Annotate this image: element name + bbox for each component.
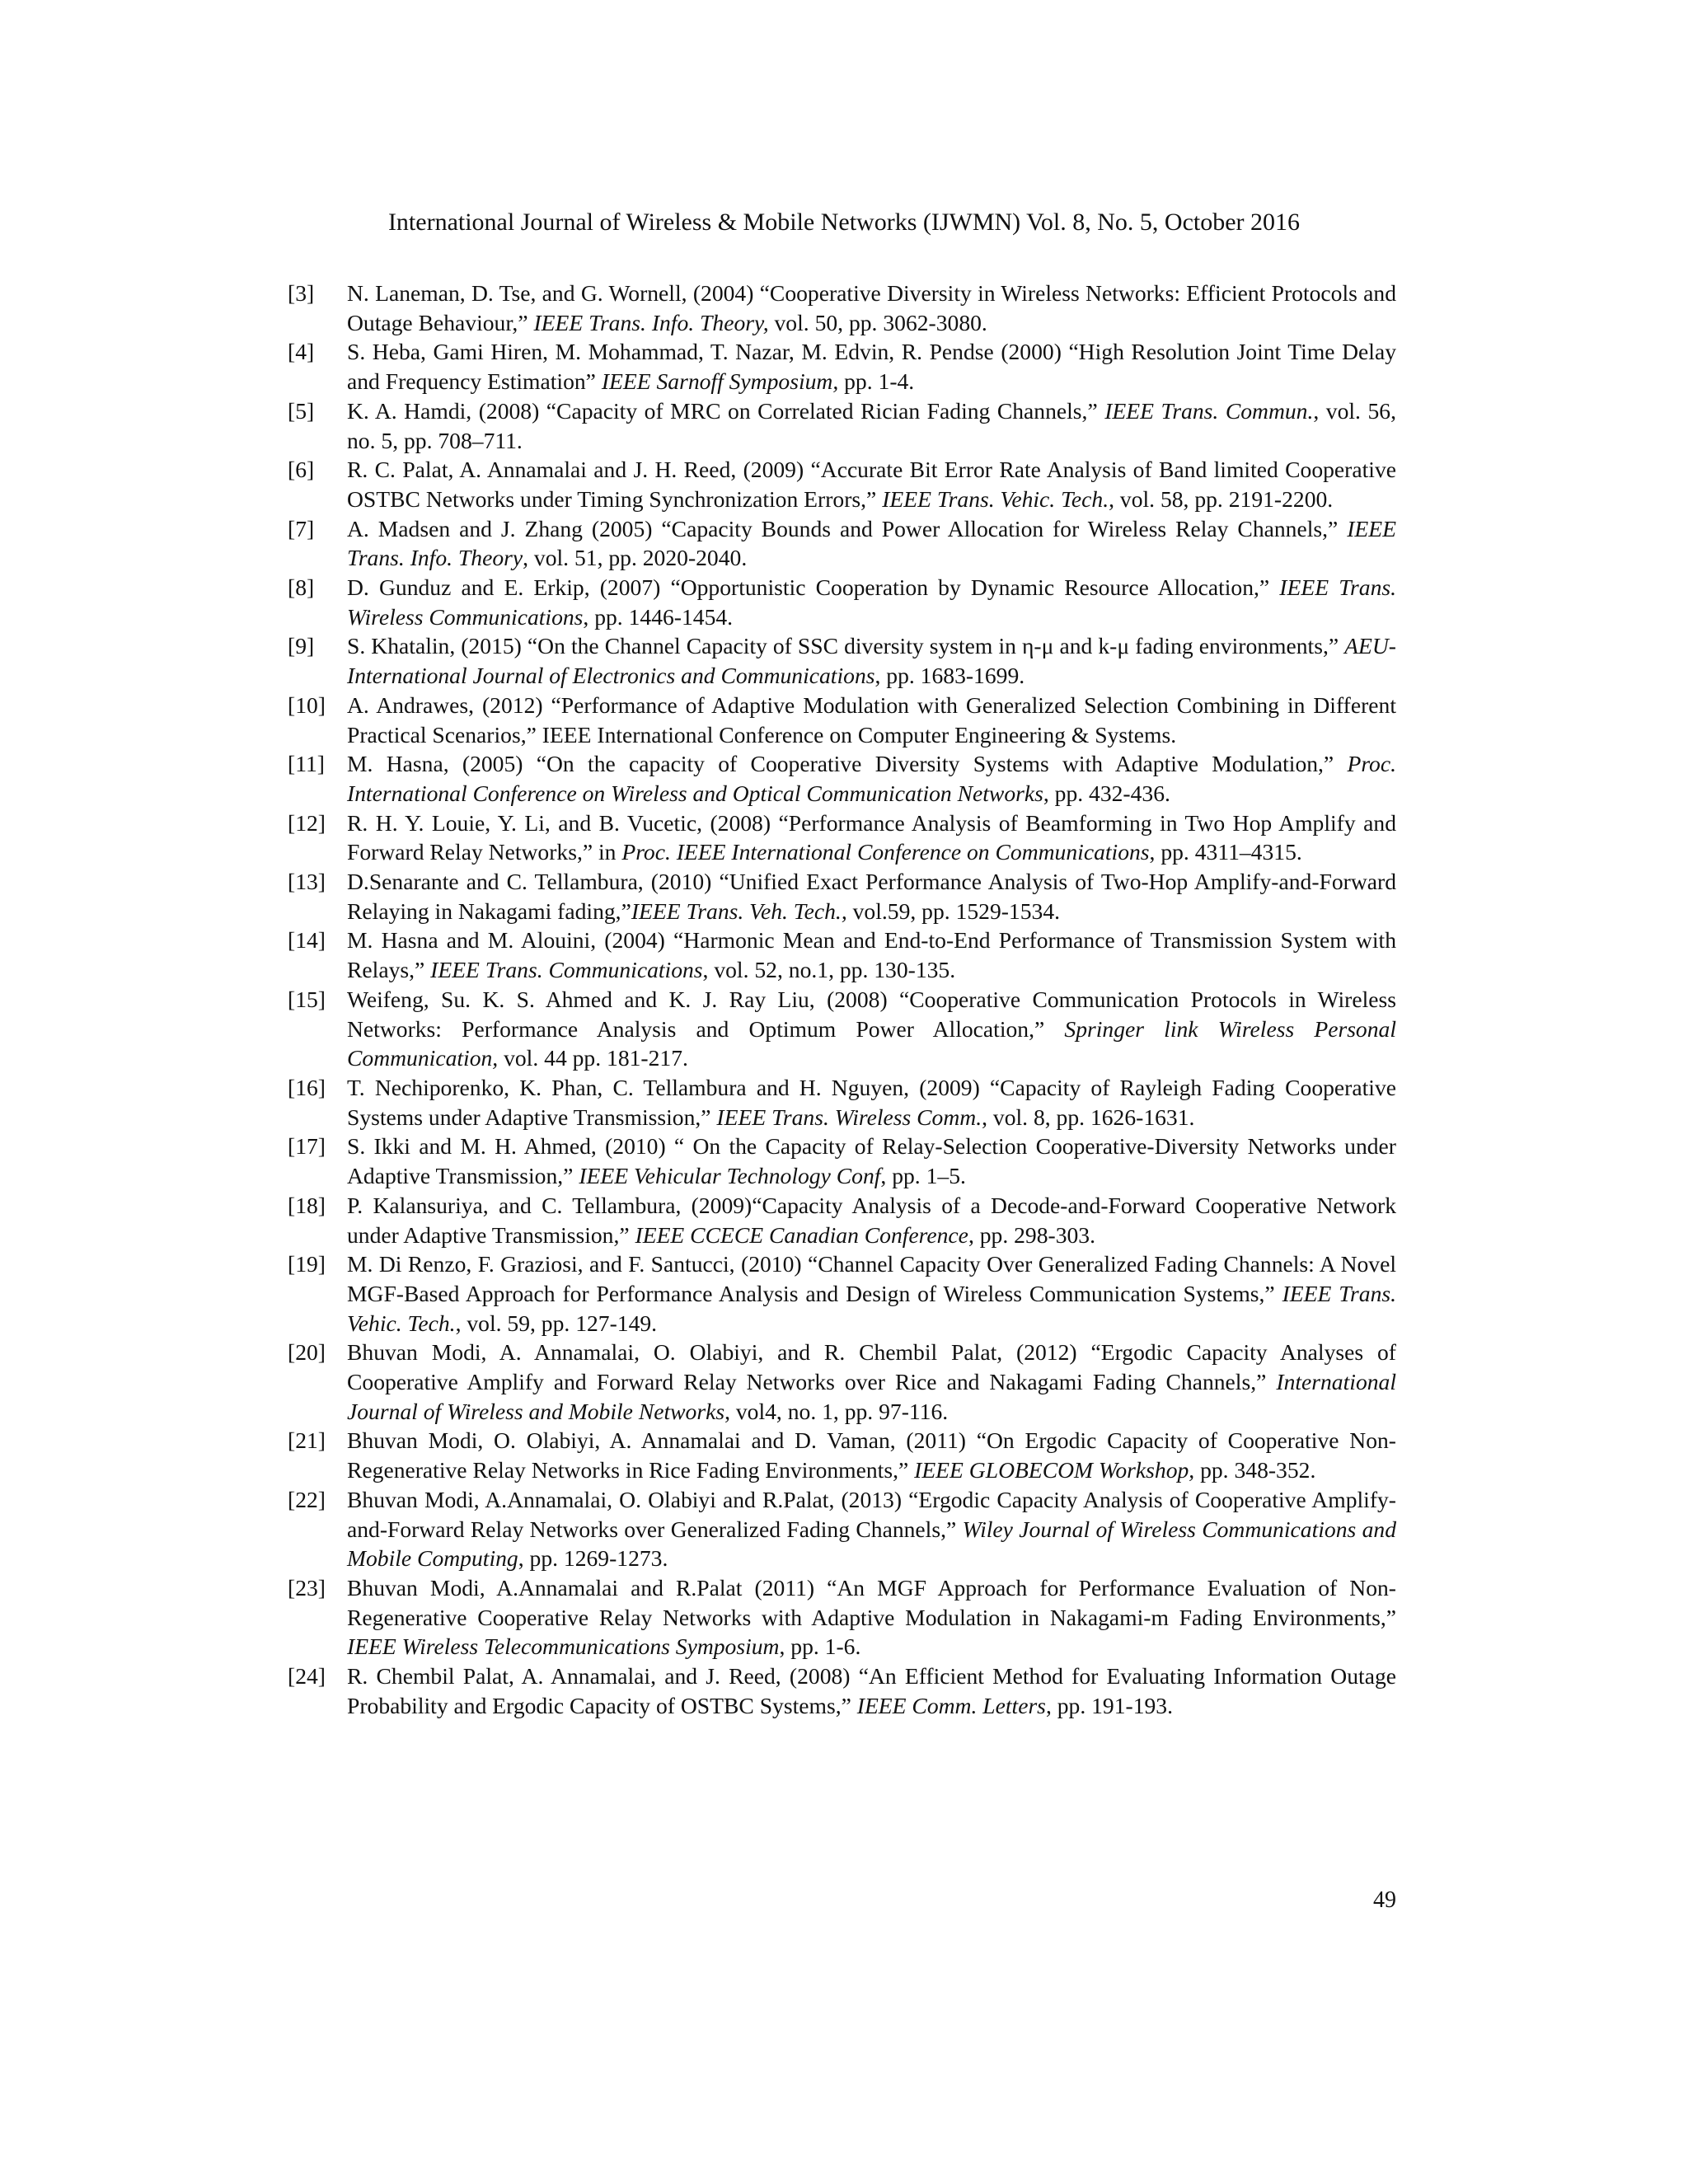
reference-segment: , pp. 1–5. — [880, 1163, 966, 1189]
reference-number: [6] — [288, 457, 315, 483]
reference-segment: pp. 1-4. — [838, 368, 915, 395]
reference-text — [347, 1133, 1396, 1188]
reference-text — [347, 339, 1396, 394]
reference-text — [347, 1193, 1396, 1248]
reference-venue: AEU-International Journal of Electronics and Communications — [347, 633, 1396, 689]
reference-segment: , pp. 1269-1273. — [518, 1545, 668, 1572]
reference-venue: IEEE Trans. Veh. Tech., — [631, 898, 847, 924]
reference-item — [288, 1073, 1396, 1132]
reference-segment: , pp. 4311–4315. — [1149, 839, 1302, 865]
reference-venue: Wiley Journal of Wireless Communications and Mobile Computing — [347, 1516, 1396, 1572]
reference-segment: Bhuvan Modi, O. Olabiyi, A. Annamalai and D. Vaman, (2011) “On Ergodic Capacity of Cooperative Non-Regenerative Relay Networks in Rice Fading Environments,” — [347, 1427, 1396, 1483]
reference-number: [13] — [288, 869, 326, 895]
reference-segment: vol. 44 pp. 181-217. — [498, 1045, 688, 1071]
reference-segment: A. Madsen and J. Zhang (2005) “Capacity Bounds and Power Allocation for Wireless Relay Channels,” — [347, 515, 1348, 541]
reference-venue: IEEE Wireless Telecommunications Symposium — [347, 1633, 780, 1660]
reference-number: [23] — [288, 1574, 326, 1601]
reference-item — [288, 749, 1396, 808]
reference-venue: IEEE Trans. Vehic. Tech. — [882, 485, 1109, 512]
reference-number: [8] — [288, 574, 315, 601]
reference-number: [14] — [288, 927, 326, 954]
reference-text — [347, 398, 1396, 453]
reference-text — [347, 692, 1396, 748]
reference-segment: D. Gunduz and E. Erkip, (2007) “Opportunistic Cooperation by Dynamic Resource Allocation,” — [347, 574, 1280, 601]
reference-number: [15] — [288, 986, 326, 1012]
reference-segment: T. Nechiporenko, K. Phan, C. Tellambura and H. Nguyen, (2009) “Capacity of Rayleigh Fading Cooperative Systems under Adaptive Transmission,” — [347, 1074, 1396, 1130]
reference-number: [5] — [288, 397, 315, 424]
reference-segment: R. H. Y. Louie, Y. Li, and B. Vucetic, (2008) “Performance Analysis of Beamforming in Two Hop Amplify and Forward Relay Networks,” in — [347, 809, 1396, 865]
reference-segment: , vol. 52, no.1, pp. 130-135. — [702, 957, 956, 983]
reference-segment: , vol. 51, pp. 2020-2040. — [523, 545, 748, 571]
reference-segment: D.Senarante and C. Tellambura, (2010) “Unified Exact Performance Analysis of Two-Hop Amplify-and-Forward Relaying in Nakagami fading,” — [347, 869, 1396, 924]
reference-venue: IEEE Trans. Wireless Comm. — [716, 1104, 982, 1130]
reference-item — [288, 985, 1396, 1073]
reference-text — [347, 1427, 1396, 1483]
reference-venue: IEEE GLOBECOM Workshop, — [914, 1457, 1195, 1483]
reference-segment: vol. 50, pp. 3062-3080. — [768, 309, 987, 335]
reference-item — [288, 631, 1396, 690]
reference-item — [288, 1132, 1396, 1190]
reference-item — [288, 808, 1396, 867]
reference-segment: , pp. 1-6. — [779, 1633, 861, 1660]
reference-venue: IEEE CCECE Canadian Conference — [635, 1221, 968, 1248]
reference-segment: K. A. Hamdi, (2008) “Capacity of MRC on Correlated Rician Fading Channels,” — [347, 397, 1105, 424]
reference-text — [347, 574, 1396, 630]
reference-venue: IEEE Sarnoff Symposium, — [601, 368, 839, 395]
reference-number: [7] — [288, 515, 315, 541]
reference-item — [288, 455, 1396, 513]
reference-text — [347, 1487, 1396, 1571]
reference-venue: International Journal of Wireless and Mobile Networks — [347, 1369, 1396, 1424]
reference-text — [347, 1339, 1396, 1423]
reference-segment: A. Andrawes, (2012) “Performance of Adaptive Modulation with Generalized Selection Combining in Different Practical Scenarios,” IEEE International Conference on Computer Engineering & Systems. — [347, 691, 1396, 748]
reference-item — [288, 1249, 1396, 1338]
reference-item — [288, 573, 1396, 631]
reference-segment: , vol. 8, pp. 1626-1631. — [982, 1104, 1195, 1130]
reference-number: [18] — [288, 1192, 326, 1218]
reference-segment: Bhuvan Modi, A. Annamalai, O. Olabiyi, and R. Chembil Palat, (2012) “Ergodic Capacity Analyses of Cooperative Amplify and Forward Relay Networks over Rice and Nakagami Fading Channels,” — [347, 1339, 1396, 1395]
reference-text — [347, 280, 1396, 335]
reference-text — [347, 457, 1396, 512]
reference-item — [288, 1485, 1396, 1573]
reference-list — [288, 279, 1396, 1720]
reference-text — [347, 987, 1396, 1071]
page-number: 49 — [1373, 1887, 1396, 1913]
reference-number: [12] — [288, 809, 326, 836]
reference-segment: M. Hasna, (2005) “On the capacity of Cooperative Diversity Systems with Adaptive Modulation,” — [347, 751, 1348, 777]
reference-number: [4] — [288, 339, 315, 365]
reference-text — [347, 633, 1396, 688]
reference-item — [288, 279, 1396, 337]
reference-venue: IEEE Trans. Communications — [430, 957, 703, 983]
reference-segment: , vol. 58, pp. 2191-2200. — [1109, 485, 1334, 512]
reference-segment: R. C. Palat, A. Annamalai and J. H. Reed, (2009) “Accurate Bit Error Rate Analysis of Band limited Cooperative OSTBC Networks under Timing Synchronization Errors,” — [347, 457, 1396, 512]
reference-text — [347, 1663, 1396, 1718]
reference-text — [347, 1075, 1396, 1130]
reference-segment: S. Khatalin, (2015) “On the Channel Capacity of SSC diversity system in η-μ and k-μ fading environments,” — [347, 633, 1345, 659]
reference-number: [16] — [288, 1074, 326, 1100]
reference-segment: , pp. 298-303. — [968, 1221, 1095, 1248]
reference-number: [19] — [288, 1251, 326, 1277]
reference-text — [347, 1251, 1396, 1335]
reference-text — [347, 1575, 1396, 1659]
reference-venue: Springer link Wireless Personal Communication, — [347, 1015, 1396, 1071]
reference-text — [347, 810, 1396, 865]
reference-item — [288, 867, 1396, 926]
reference-segment: , pp. 1446-1454. — [583, 603, 734, 630]
reference-number: [24] — [288, 1663, 326, 1690]
reference-venue: IEEE Vehicular Technology Conf — [579, 1163, 881, 1189]
reference-item — [288, 926, 1396, 984]
reference-text — [347, 869, 1396, 924]
reference-segment: , pp. 432-436. — [1043, 780, 1170, 806]
reference-segment: , pp. 191-193. — [1045, 1692, 1173, 1718]
reference-segment: R. Chembil Palat, A. Annamalai, and J. Reed, (2008) “An Efficient Method for Evaluating Information Outage Probability and Ergodic Capacity of OSTBC Systems,” — [347, 1663, 1396, 1718]
reference-number: [3] — [288, 280, 315, 306]
running-head: International Journal of Wireless & Mobile Networks (IJWMN) Vol. 8, No. 5, October 2016 — [387, 209, 1301, 236]
reference-venue: IEEE Trans. Wireless Communications — [347, 574, 1396, 630]
reference-segment: , vol4, no. 1, pp. 97-116. — [724, 1398, 949, 1424]
reference-segment: M. Hasna and M. Alouini, (2004) “Harmonic Mean and End-to-End Performance of Transmission System with Relays,” — [347, 927, 1396, 983]
reference-segment: , pp. 1683-1699. — [874, 663, 1025, 689]
reference-text — [347, 516, 1396, 571]
reference-venue: Proc. International Conference on Wireless and Optical Communication Networks — [347, 751, 1396, 806]
reference-item — [288, 1573, 1396, 1661]
reference-item — [288, 1426, 1396, 1484]
reference-number: [22] — [288, 1486, 326, 1512]
reference-segment: M. Di Renzo, F. Graziosi, and F. Santucci, (2010) “Channel Capacity Over Generalized Fading Channels: A Novel MGF-Based Approach for Performance Analysis and Design of Wireless Communication Systems,” — [347, 1251, 1396, 1306]
reference-segment: N. Laneman, D. Tse, and G. Wornell, (2004) “Cooperative Diversity in Wireless Networks: Efficient Protocols and Outage Behaviour,” — [347, 280, 1396, 335]
reference-segment: pp. 348-352. — [1194, 1457, 1316, 1483]
reference-item — [288, 514, 1396, 573]
reference-number: [10] — [288, 691, 326, 718]
reference-segment: S. Ikki and M. H. Ahmed, (2010) “ On the Capacity of Relay-Selection Cooperative-Diversity Networks under Adaptive Transmission,” — [347, 1133, 1396, 1189]
reference-number: [17] — [288, 1133, 326, 1160]
reference-segment: vol.59, pp. 1529-1534. — [846, 898, 1061, 924]
reference-item — [288, 1191, 1396, 1249]
reference-venue: IEEE Trans. Vehic. Tech. — [347, 1280, 1396, 1336]
reference-segment: S. Heba, Gami Hiren, M. Mohammad, T. Nazar, M. Edvin, R. Pendse (2000) “High Resolution Joint Time Delay and Frequency Estimation” — [347, 339, 1396, 395]
reference-segment: Bhuvan Modi, A.Annamalai and R.Palat (2011) “An MGF Approach for Performance Evaluation of Non-Regenerative Cooperative Relay Networks with Adaptive Modulation in Nakagami-m Fading Environments,” — [347, 1574, 1396, 1630]
reference-number: [11] — [288, 751, 325, 777]
reference-item — [288, 337, 1396, 396]
reference-segment: Weifeng, Su. K. S. Ahmed and K. J. Ray Liu, (2008) “Cooperative Communication Protocols in Wireless Networks: Performance Analysis and Optimum Power Allocation,” — [347, 986, 1396, 1042]
reference-venue: IEEE Comm. Letters — [856, 1692, 1046, 1718]
reference-number: [21] — [288, 1427, 326, 1454]
reference-venue: IEEE Trans. Info. Theory, — [533, 309, 769, 335]
reference-item — [288, 691, 1396, 749]
reference-item — [288, 396, 1396, 455]
reference-segment: , vol. 59, pp. 127-149. — [455, 1310, 658, 1336]
reference-venue: IEEE Trans. Commun. — [1104, 397, 1314, 424]
reference-item — [288, 1338, 1396, 1426]
reference-segment: P. Kalansuriya, and C. Tellambura, (2009)“Capacity Analysis of a Decode-and-Forward Cooperative Network under Adaptive Transmission,” — [347, 1192, 1396, 1248]
reference-venue: Proc. IEEE International Conference on Communications — [621, 839, 1150, 865]
reference-segment: Bhuvan Modi, A.Annamalai, O. Olabiyi and R.Palat, (2013) “Ergodic Capacity Analysis of Cooperative Amplify-and-Forward Relay Networks over Generalized Fading Channels,” — [347, 1486, 1396, 1542]
reference-text — [347, 751, 1396, 806]
reference-item — [288, 1661, 1396, 1720]
reference-number: [20] — [288, 1339, 326, 1366]
reference-number: [9] — [288, 633, 315, 659]
reference-text — [347, 927, 1396, 982]
reference-venue: IEEE Trans. Info. Theory — [347, 515, 1396, 571]
reference-segment: , vol. 56, no. 5, pp. 708–711. — [347, 397, 1396, 453]
